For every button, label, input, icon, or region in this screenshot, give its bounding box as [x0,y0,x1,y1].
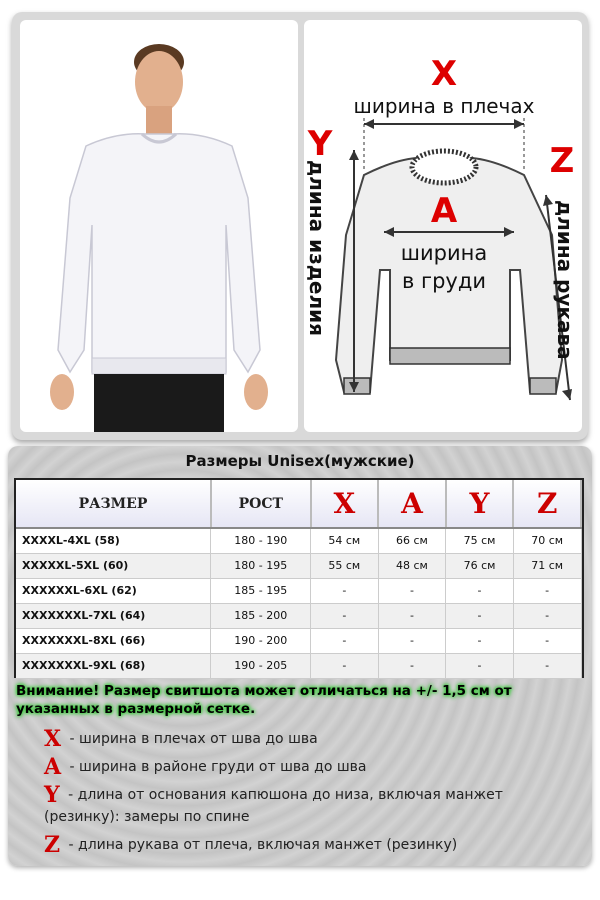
y-cell: - [446,578,514,603]
a-cell: - [378,653,446,678]
shoulder-label: ширина в плечах [353,94,535,118]
length-label: длина изделия [305,160,329,336]
legend-text: - длина рукава от плеча, включая манжет (резинку) [64,837,458,853]
legend-text: - ширина в плечах от шва до шва [65,731,318,747]
size-cell: XXXXL-4XL (58) [16,528,211,553]
header-z: Z [513,480,581,528]
z-cell: - [513,628,581,653]
legend-letter: Z [44,832,61,858]
legend-item-z [44,834,574,856]
header-x: X [311,480,379,528]
height-cell: 180 - 190 [211,528,311,553]
sleeve-label: длина рукава [553,200,577,360]
table-row [16,528,581,553]
height-cell: 180 - 195 [211,553,311,578]
legend-text: - длина от основания капюшона до низа, включая манжет (резинку): замеры по спине [44,787,503,825]
legend-item-y [44,784,574,828]
legend-item-a [44,756,574,778]
size-cell: XXXXXXXL-9XL (68) [16,653,211,678]
y-cell: - [446,628,514,653]
table-row [16,578,581,603]
size-table-title: Размеры Unisex(мужские) [185,452,415,470]
a-cell: 48 см [378,553,446,578]
x-cell: 54 см [311,528,379,553]
x-cell: - [311,603,379,628]
z-cell: - [513,603,581,628]
height-cell: 190 - 200 [211,628,311,653]
product-images-card [12,12,588,440]
y-cell: - [446,603,514,628]
height-cell: 185 - 195 [211,578,311,603]
header-y: Y [446,480,514,528]
header-size: РАЗМЕР [16,480,211,528]
legend-text: - ширина в районе груди от шва до шва [65,759,367,775]
model-photo [20,20,298,432]
x-cell: - [311,578,379,603]
legend-letter: Y [44,782,60,808]
size-warning-note: Внимание! Размер свитшота может отличаться на +/- 1,5 см от указанных в размерной сетке. [16,683,512,717]
chest-label-line-1: ширина [400,241,488,265]
size-cell: XXXXXXXL-7XL (64) [16,603,211,628]
legend-letter: X [44,726,62,752]
y-cell: 75 см [446,528,514,553]
y-cell: - [446,653,514,678]
x-cell: 55 см [311,553,379,578]
measurement-legend [44,728,574,862]
z-letter: Z [549,141,575,181]
header-a: A [378,480,446,528]
table-row [16,628,581,653]
x-cell: - [311,653,379,678]
a-letter: A [430,191,458,231]
model-illustration [20,20,298,432]
y-cell: 76 см [446,553,514,578]
measurement-diagram [304,20,582,432]
height-cell: 185 - 200 [211,603,311,628]
a-cell: 66 см [378,528,446,553]
x-letter: X [430,54,458,94]
z-cell: 71 см [513,553,581,578]
z-cell: - [513,578,581,603]
size-chart-section [8,446,592,866]
z-cell: 70 см [513,528,581,553]
size-cell: XXXXXL-5XL (60) [16,553,211,578]
legend-letter: A [44,754,62,780]
table-row [16,553,581,578]
size-cell: XXXXXXL-6XL (62) [16,578,211,603]
x-cell: - [311,628,379,653]
a-cell: - [378,603,446,628]
table-row [16,603,581,628]
z-cell: - [513,653,581,678]
y-letter: Y [307,124,333,164]
chest-label-line-2: в груди [401,269,487,293]
table-header-row [16,480,581,528]
a-cell: - [378,578,446,603]
height-cell: 190 - 205 [211,653,311,678]
legend-item-x [44,728,574,750]
sweatshirt-diagram [304,20,582,432]
header-height: РОСТ [211,480,311,528]
size-table [14,478,584,678]
table-row [16,653,581,678]
size-cell: XXXXXXXL-8XL (66) [16,628,211,653]
a-cell: - [378,628,446,653]
